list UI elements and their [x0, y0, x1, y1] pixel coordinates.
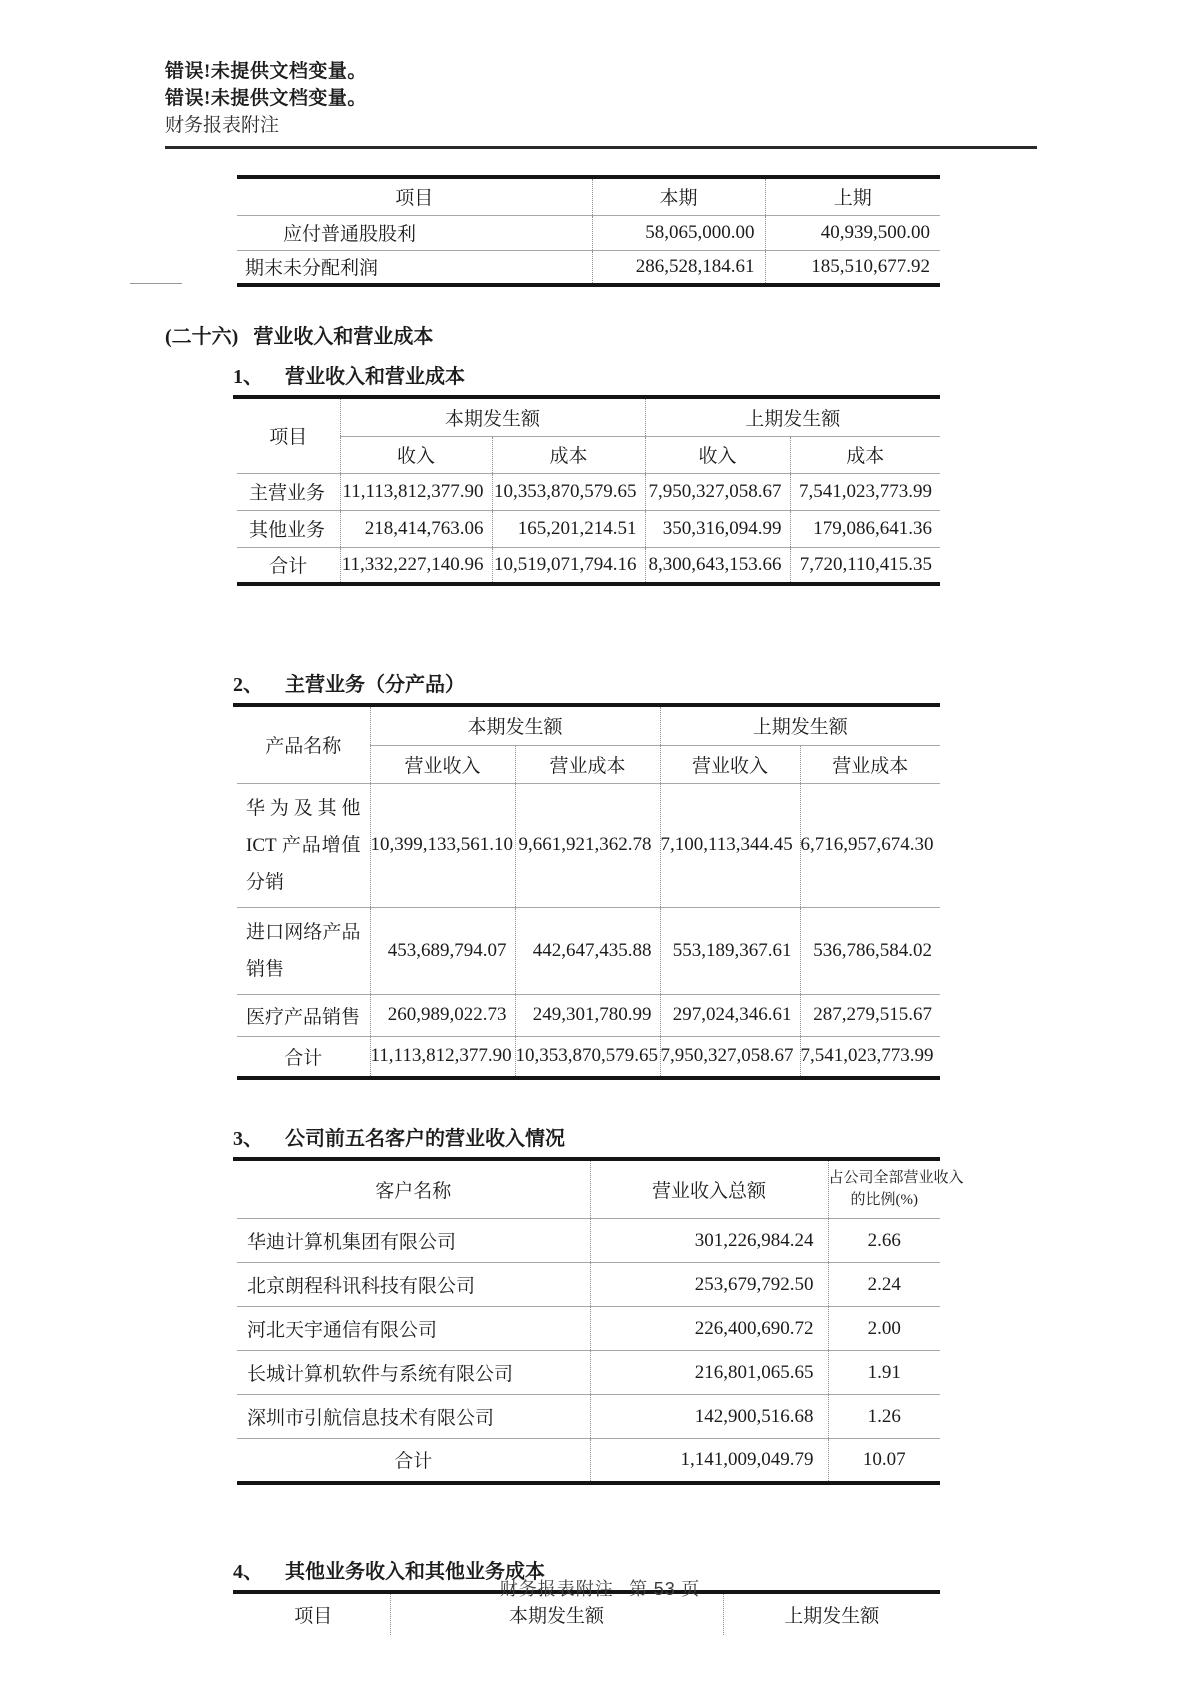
col-header-revenue: 营业收入 [660, 745, 800, 783]
ratio-value: 2.66 [828, 1219, 940, 1263]
revenue-value: 301,226,984.24 [590, 1219, 828, 1263]
product-breakdown-table [237, 707, 940, 1080]
col-header-prior-period: 上期发生额 [660, 707, 940, 745]
col-header-cost: 成本 [790, 436, 940, 473]
cell-value: 10,353,870,579.65 [492, 473, 645, 510]
col-header-current-period: 本期发生额 [370, 707, 660, 745]
row-label: 主营业务 [237, 473, 340, 510]
header-error-line-2: 错误!未提供文档变量。 [165, 88, 367, 109]
product-name-line: ICT 产品增值 [246, 834, 361, 856]
col-header-item: 项目 [237, 1594, 390, 1635]
total-label: 合计 [237, 1439, 590, 1483]
cell-value: 11,332,227,140.96 [340, 547, 492, 584]
subsection-title: 营业收入和营业成本 [285, 366, 465, 388]
subsection-number: 2、 [233, 674, 263, 696]
col-header-ratio [828, 1161, 964, 1219]
product-name-line: 分销 [246, 871, 285, 893]
col-header-cost: 成本 [492, 436, 645, 473]
revision-mark-line [130, 283, 182, 284]
customer-name: 深圳市引航信息技术有限公司 [237, 1395, 590, 1439]
col-header-item: 项目 [237, 177, 592, 215]
cell-value: 8,300,643,153.66 [645, 547, 790, 584]
subsection-3-heading [233, 1126, 940, 1161]
table-row [237, 1395, 940, 1439]
cell-value: 7,100,113,344.45 [660, 783, 800, 907]
current-value: 58,065,000.00 [592, 215, 765, 250]
total-row [237, 1439, 940, 1483]
cell-value: 453,689,794.07 [370, 907, 515, 994]
col-header-product: 产品名称 [237, 707, 370, 783]
subsection-title: 公司前五名客户的营业收入情况 [285, 1127, 565, 1150]
total-label: 合计 [237, 1036, 370, 1078]
product-name-line: 销售 [246, 958, 285, 980]
product-name: 医疗产品销售 [237, 994, 370, 1036]
subsection-number: 3、 [233, 1127, 263, 1150]
cell-value: 11,113,812,377.90 [340, 473, 492, 510]
cell-value: 7,541,023,773.99 [790, 473, 940, 510]
table-row [237, 510, 940, 547]
customer-name: 河北天宇通信有限公司 [237, 1307, 590, 1351]
subsection-number: 1、 [233, 366, 263, 388]
ratio-value: 2.00 [828, 1307, 940, 1351]
page-header [165, 58, 1037, 149]
section-title: 营业收入和营业成本 [253, 326, 434, 348]
col-header-current-period: 本期发生额 [340, 399, 645, 436]
subsection-title: 其他业务收入和其他业务成本 [285, 1560, 545, 1583]
revenue-value: 226,400,690.72 [590, 1307, 828, 1351]
table-row [237, 250, 940, 285]
ratio-value: 10.07 [862, 1448, 906, 1470]
cell-value: 249,301,780.99 [515, 994, 660, 1036]
header-row-periods [237, 399, 940, 436]
top-customers-table [237, 1161, 964, 1485]
col-header-prior-period: 上期发生额 [645, 399, 940, 436]
cell-value: 7,950,327,058.67 [645, 473, 790, 510]
header-row-measures [237, 436, 940, 473]
dividend-table [237, 175, 940, 287]
cell-value: 7,950,327,058.67 [660, 1036, 800, 1078]
prior-value: 40,939,500.00 [765, 215, 940, 250]
col-header-cost: 营业成本 [515, 745, 660, 783]
cell-value: 6,716,957,674.30 [800, 783, 940, 907]
header-row-periods [237, 707, 940, 745]
table-row [237, 1263, 940, 1307]
header-doc-title: 财务报表附注 [165, 115, 280, 136]
col-header-prior-period: 上期发生额 [784, 1605, 880, 1627]
product-name-line: 进口网络产品 [246, 921, 361, 943]
table-row [237, 907, 940, 994]
col-header-cost: 营业成本 [800, 745, 940, 783]
customer-name: 长城计算机软件与系统有限公司 [237, 1351, 590, 1395]
dividend-table-header-row [237, 177, 940, 215]
cell-value: 218,414,763.06 [340, 510, 492, 547]
section-heading [165, 323, 1200, 351]
subsection-2-heading [233, 672, 940, 707]
ratio-header-line: 的比例(%) [850, 1192, 918, 1209]
cell-value: 350,316,094.99 [645, 510, 790, 547]
revenue-value: 142,900,516.68 [590, 1395, 828, 1439]
cell-value: 260,989,022.73 [370, 994, 515, 1036]
ratio-value: 1.91 [828, 1351, 940, 1395]
total-row [237, 1036, 940, 1078]
ratio-value: 2.24 [828, 1263, 940, 1307]
customer-name: 北京朗程科讯科技有限公司 [237, 1263, 590, 1307]
customer-name: 华迪计算机集团有限公司 [237, 1219, 590, 1263]
total-row [237, 547, 940, 584]
cell-value: 11,113,812,377.90 [370, 1036, 515, 1078]
footer-page-number: 53 [653, 1579, 676, 1599]
table-row [237, 1219, 940, 1263]
cell-value: 9,661,921,362.78 [515, 783, 660, 907]
revenue-cost-table [237, 399, 940, 586]
revenue-value: 1,141,009,049.79 [590, 1439, 828, 1483]
cell-value: 7,720,110,415.35 [799, 553, 933, 575]
cell-value: 10,519,071,794.16 [492, 547, 645, 584]
revenue-value: 253,679,792.50 [590, 1263, 828, 1307]
col-header-customer: 客户名称 [237, 1161, 590, 1219]
subsection-1-heading [233, 364, 940, 399]
product-name [237, 907, 370, 994]
header-error-line-1: 错误!未提供文档变量。 [165, 61, 367, 82]
cell-value: 536,786,584.02 [800, 907, 940, 994]
section-number: (二十六) [165, 326, 239, 348]
subsection-number: 4、 [233, 1560, 263, 1583]
col-header-prior: 上期 [765, 177, 940, 215]
cell-value: 297,024,346.61 [660, 994, 800, 1036]
col-header-income: 收入 [340, 436, 492, 473]
row-label: 应付普通股股利 [237, 215, 592, 250]
ratio-header-line: 占公司全部营业收入 [828, 1170, 964, 1187]
table-row [237, 473, 940, 510]
col-header-current: 本期 [592, 177, 765, 215]
cell-value: 10,399,133,561.10 [370, 783, 515, 907]
table-row [237, 1351, 940, 1395]
cell-value: 165,201,214.51 [492, 510, 645, 547]
table-row [237, 783, 940, 907]
cell-value: 179,086,641.36 [790, 510, 940, 547]
product-name [237, 783, 370, 907]
cell-value: 553,189,367.61 [660, 907, 800, 994]
page-footer [0, 1575, 1200, 1601]
col-header-current-period: 本期发生额 [390, 1594, 723, 1635]
cell-value: 287,279,515.67 [800, 994, 940, 1036]
footer-page-word: 第 [629, 1579, 649, 1599]
col-header-item: 项目 [237, 399, 340, 473]
cell-value: 442,647,435.88 [515, 907, 660, 994]
table-row [237, 1307, 940, 1351]
row-label: 其他业务 [237, 510, 340, 547]
cell-value: 10,353,870,579.65 [515, 1036, 660, 1078]
prior-value: 185,510,677.92 [811, 255, 930, 277]
table-row [237, 215, 940, 250]
header-row [237, 1161, 940, 1219]
row-label: 期末未分配利润 [237, 250, 592, 285]
current-value: 286,528,184.61 [592, 250, 765, 285]
col-header-income: 收入 [645, 436, 790, 473]
total-label: 合计 [237, 547, 340, 584]
cell-value: 7,541,023,773.99 [800, 1045, 934, 1066]
col-header-revenue: 营业收入 [370, 745, 515, 783]
col-header-revenue: 营业收入总额 [590, 1161, 828, 1219]
footer-page-suffix: 页 [681, 1579, 701, 1599]
table-row [237, 994, 940, 1036]
footer-label: 财务报表附注 [499, 1579, 614, 1599]
product-name-line: 华为及其他 [246, 797, 361, 819]
subsection-title: 主营业务（分产品） [285, 674, 465, 696]
revenue-value: 216,801,065.65 [590, 1351, 828, 1395]
ratio-value: 1.26 [828, 1395, 940, 1439]
